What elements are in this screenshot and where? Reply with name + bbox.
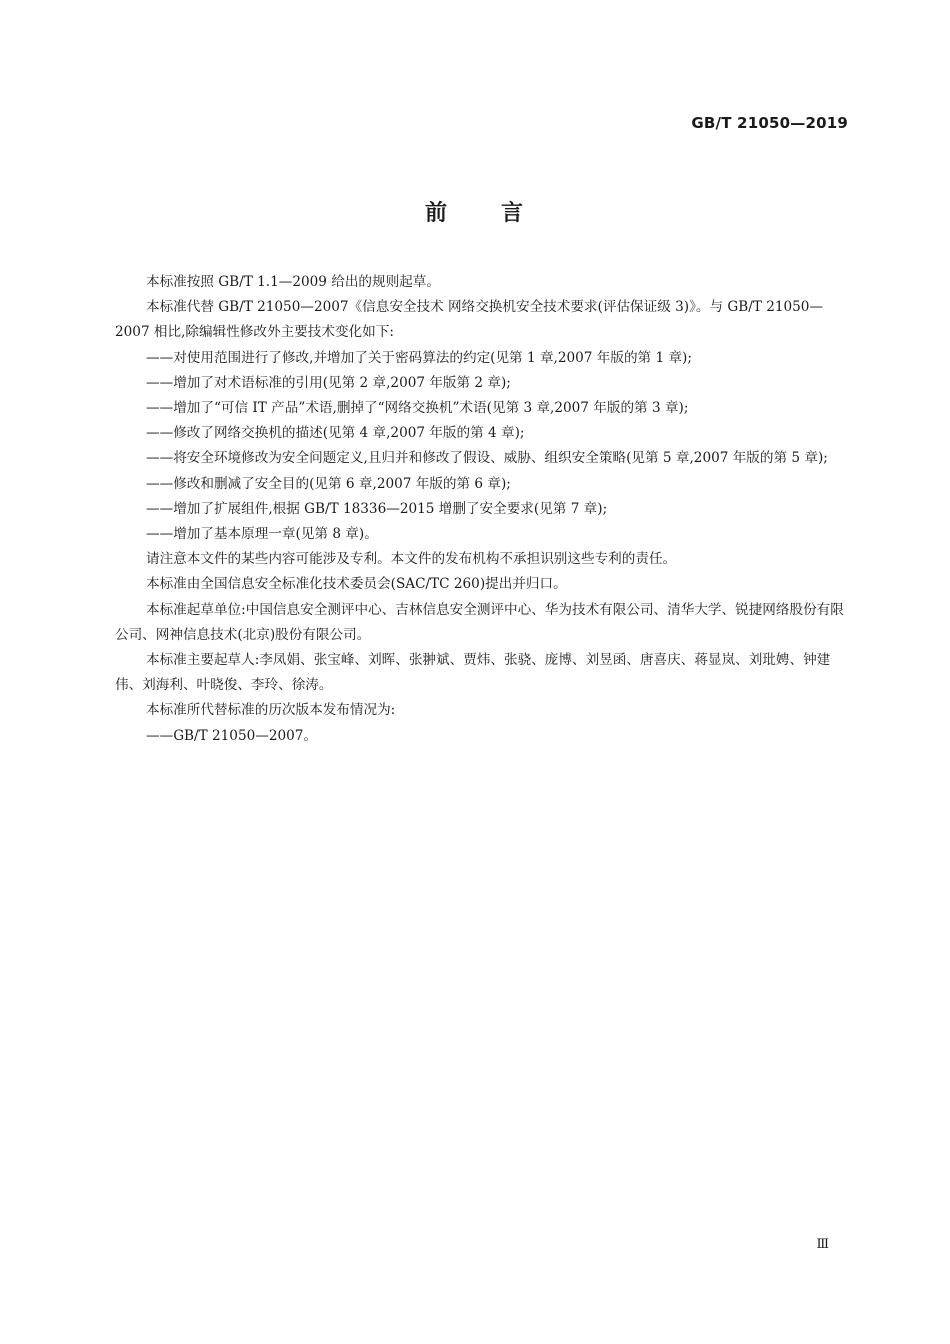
foreword-body (115, 270, 850, 749)
change-item: ——对使用范围进行了修改,并增加了关于密码算法的约定(见第 1 章,2007 年版的第 1 章); (146, 349, 692, 366)
notice-drafting-units: 本标准起草单位:中国信息安全测评中心、吉林信息安全测评中心、华为技术有限公司、清华大学、锐捷网络股份有限公司、网神信息技术(北京)股份有限公司。 (115, 601, 844, 643)
change-item: ——增加了“可信 IT 产品”术语,删掉了“网络交换机”术语(见第 3 章,2007 年版的第 3 章); (146, 400, 689, 417)
notice-history-intro: 本标准所代替标准的历次版本发布情况为: (146, 702, 396, 719)
title-char-1: 前 (424, 201, 449, 226)
title-char-2: 言 (501, 201, 526, 226)
page-number: Ⅲ (816, 1237, 829, 1252)
paragraph-drafting-rules: 本标准按照 GB/T 1.1—2009 给出的规则起草。 (146, 274, 440, 290)
notice-patent: 请注意本文件的某些内容可能涉及专利。本文件的发布机构不承担识别这些专利的责任。 (146, 551, 677, 568)
change-item: ——增加了基本原理一章(见第 8 章)。 (146, 526, 378, 543)
notice-proposer: 本标准由全国信息安全标准化技术委员会(SAC/TC 260)提出并归口。 (146, 576, 567, 593)
change-item: ——修改和删减了安全目的(见第 6 章,2007 年版的第 6 章); (146, 475, 511, 492)
paragraph-replacement: 本标准代替 GB/T 21050—2007《信息安全技术 网络交换机安全技术要求(评估保证级 3)》。与 GB/T 21050—2007 相比,除编辑性修改外主要技术变化如下: (115, 299, 824, 341)
standard-number: GB/T 21050—2019 (691, 114, 848, 132)
notice-drafters: 本标准主要起草人:李凤娟、张宝峰、刘晖、张翀斌、贾炜、张骁、庞博、刘昱函、唐喜庆、蒋显岚、刘玭娉、钟建伟、刘海利、叶晓俊、李玲、徐涛。 (115, 652, 831, 694)
history-item: ——GB/T 21050—2007。 (146, 727, 318, 744)
change-item: ——增加了扩展组件,根据 GB/T 18336—2015 增删了安全要求(见第 7 章); (146, 500, 608, 517)
change-item: ——修改了网络交换机的描述(见第 4 章,2007 年版的第 4 章); (146, 425, 525, 442)
page-title (0, 196, 950, 227)
change-item: ——增加了对术语标准的引用(见第 2 章,2007 年版第 2 章); (146, 374, 511, 391)
change-item: ——将安全环境修改为安全问题定义,且归并和修改了假设、威胁、组织安全策略(见第 5 章,2007 年版的第 5 章); (146, 450, 828, 467)
